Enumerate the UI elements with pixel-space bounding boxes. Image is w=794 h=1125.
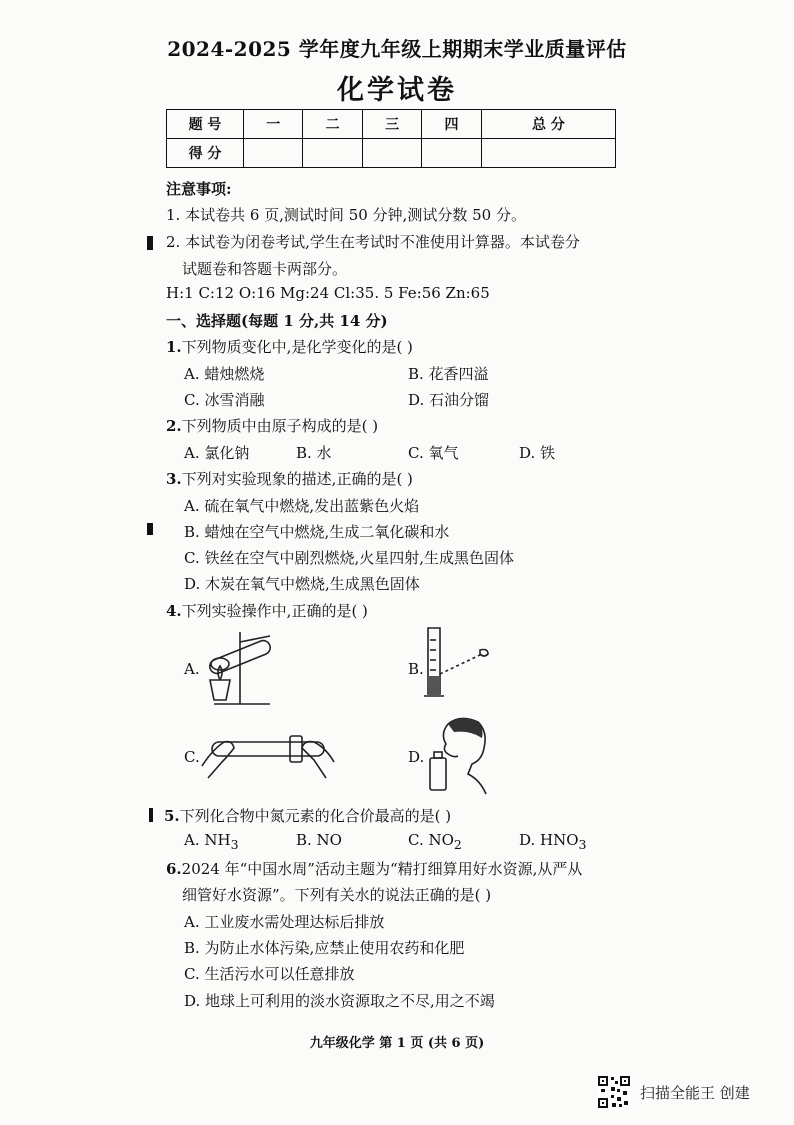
q4-option-b-label: B. [408, 660, 424, 678]
notes-heading: 注意事项: [166, 180, 232, 198]
q2-option-c: C. 氧气 [408, 444, 459, 462]
formula-text: C. NO [408, 831, 454, 849]
q4-option-d-label: D. [408, 748, 425, 766]
score-cell [362, 139, 421, 168]
score-col-total: 总 分 [481, 110, 615, 139]
binding-mark [147, 523, 153, 535]
score-col-2: 二 [303, 110, 362, 139]
q6-option-d: D. 地球上可利用的淡水资源取之不尽,用之不竭 [184, 992, 495, 1010]
q1-option-d: D. 石油分馏 [408, 391, 490, 409]
score-col-3: 三 [362, 110, 421, 139]
q1-option-b: B. 花香四溢 [408, 365, 489, 383]
score-cell [481, 139, 615, 168]
graduated-cylinder-figure [422, 624, 492, 702]
question-number: 4. [166, 602, 182, 620]
atomic-masses: H:1 C:12 O:16 Mg:24 Cl:35. 5 Fe:56 Zn:65 [166, 284, 490, 302]
q2-option-b: B. 水 [296, 444, 332, 462]
score-table [166, 109, 616, 168]
q3-option-b: B. 蜡烛在空气中燃烧,生成二氧化碳和水 [184, 523, 450, 541]
question-2 [166, 415, 378, 436]
score-table-score-row [167, 139, 616, 168]
question-stem: 下列物质中由原子构成的是( ) [181, 417, 379, 435]
q6-option-b: B. 为防止水体污染,应禁止使用农药和化肥 [184, 939, 465, 957]
question-stem: 下列实验操作中,正确的是( ) [181, 602, 368, 620]
question-stem: 下列对实验现象的描述,正确的是( ) [181, 470, 413, 488]
q2-option-a: A. 氯化钠 [184, 444, 250, 462]
q6-option-c: C. 生活污水可以任意排放 [184, 965, 355, 983]
section-heading: 一、选择题(每题 1 分,共 14 分) [166, 312, 388, 330]
score-col-4: 四 [422, 110, 481, 139]
score-table-header-row [167, 110, 616, 139]
q3-option-a: A. 硫在氧气中燃烧,发出蓝紫色火焰 [184, 497, 420, 515]
question-stem-line-1: 2024 年“中国水周”活动主题为“精打细算用好水资源,从严从 [181, 860, 583, 878]
question-number: 2. [166, 417, 182, 435]
exam-header-title: 2024-2025 学年度九年级上期期末学业质量评估 [167, 37, 627, 61]
binding-mark [147, 236, 153, 250]
question-number: 5. [164, 807, 180, 825]
exam-subject-title: 化学试卷 [337, 75, 457, 106]
score-cell [244, 139, 303, 168]
scanner-watermark: 扫描全能王 创建 [640, 1084, 750, 1102]
score-row-label: 得 分 [167, 139, 244, 168]
formula-subscript: 3 [578, 837, 587, 852]
q4-option-c-label: C. [184, 748, 200, 766]
formula-subscript: 3 [230, 837, 239, 852]
formula-text: D. HNO [519, 831, 579, 849]
q3-option-c: C. 铁丝在空气中剧烈燃烧,火星四射,生成黑色固体 [184, 549, 515, 567]
formula-text: A. NH [184, 831, 231, 849]
q5-option-c [408, 831, 462, 852]
test-tube-shaking-figure [198, 722, 338, 784]
q1-option-c: C. 冰雪消融 [184, 391, 265, 409]
q5-option-d [519, 831, 586, 852]
q2-option-d: D. 铁 [519, 444, 556, 462]
q6-option-a: A. 工业废水需处理达标后排放 [184, 913, 385, 931]
q3-option-d: D. 木炭在氧气中燃烧,生成黑色固体 [184, 575, 420, 593]
test-tube-heating-figure [200, 628, 290, 710]
note-item-2-line-2: 试题卷和答题卡两部分。 [182, 260, 348, 278]
question-number: 3. [166, 470, 182, 488]
note-item-1: 1. 本试卷共 6 页,测试时间 50 分钟,测试分数 50 分。 [166, 206, 526, 224]
q4-option-a-label: A. [184, 660, 200, 678]
question-1 [166, 336, 413, 357]
formula-subscript: 2 [453, 837, 462, 852]
question-number: 6. [166, 860, 182, 878]
q1-option-a: A. 蜡烛燃烧 [184, 365, 265, 383]
page-footer: 九年级化学 第 1 页 (共 6 页) [309, 1036, 485, 1051]
question-4 [166, 600, 368, 621]
question-number: 1. [166, 338, 182, 356]
question-6 [166, 858, 582, 879]
question-stem: 下列化合物中氮元素的化合价最高的是( ) [179, 807, 452, 825]
binding-mark [149, 808, 153, 822]
score-cell [303, 139, 362, 168]
score-col-1: 一 [244, 110, 303, 139]
score-col-label: 题 号 [167, 110, 244, 139]
q5-option-b: B. NO [296, 831, 342, 849]
question-3 [166, 468, 413, 489]
question-5 [164, 805, 451, 826]
q5-option-a [184, 831, 239, 852]
note-item-2-line-1: 2. 本试卷为闭卷考试,学生在考试时不准使用计算器。本试卷分 [166, 233, 580, 251]
smelling-gas-figure [424, 712, 494, 796]
qr-code-icon [597, 1075, 631, 1109]
score-cell [422, 139, 481, 168]
question-stem-line-2: 细管好水资源”。下列有关水的说法正确的是( ) [182, 886, 492, 904]
question-stem: 下列物质变化中,是化学变化的是( ) [181, 338, 413, 356]
